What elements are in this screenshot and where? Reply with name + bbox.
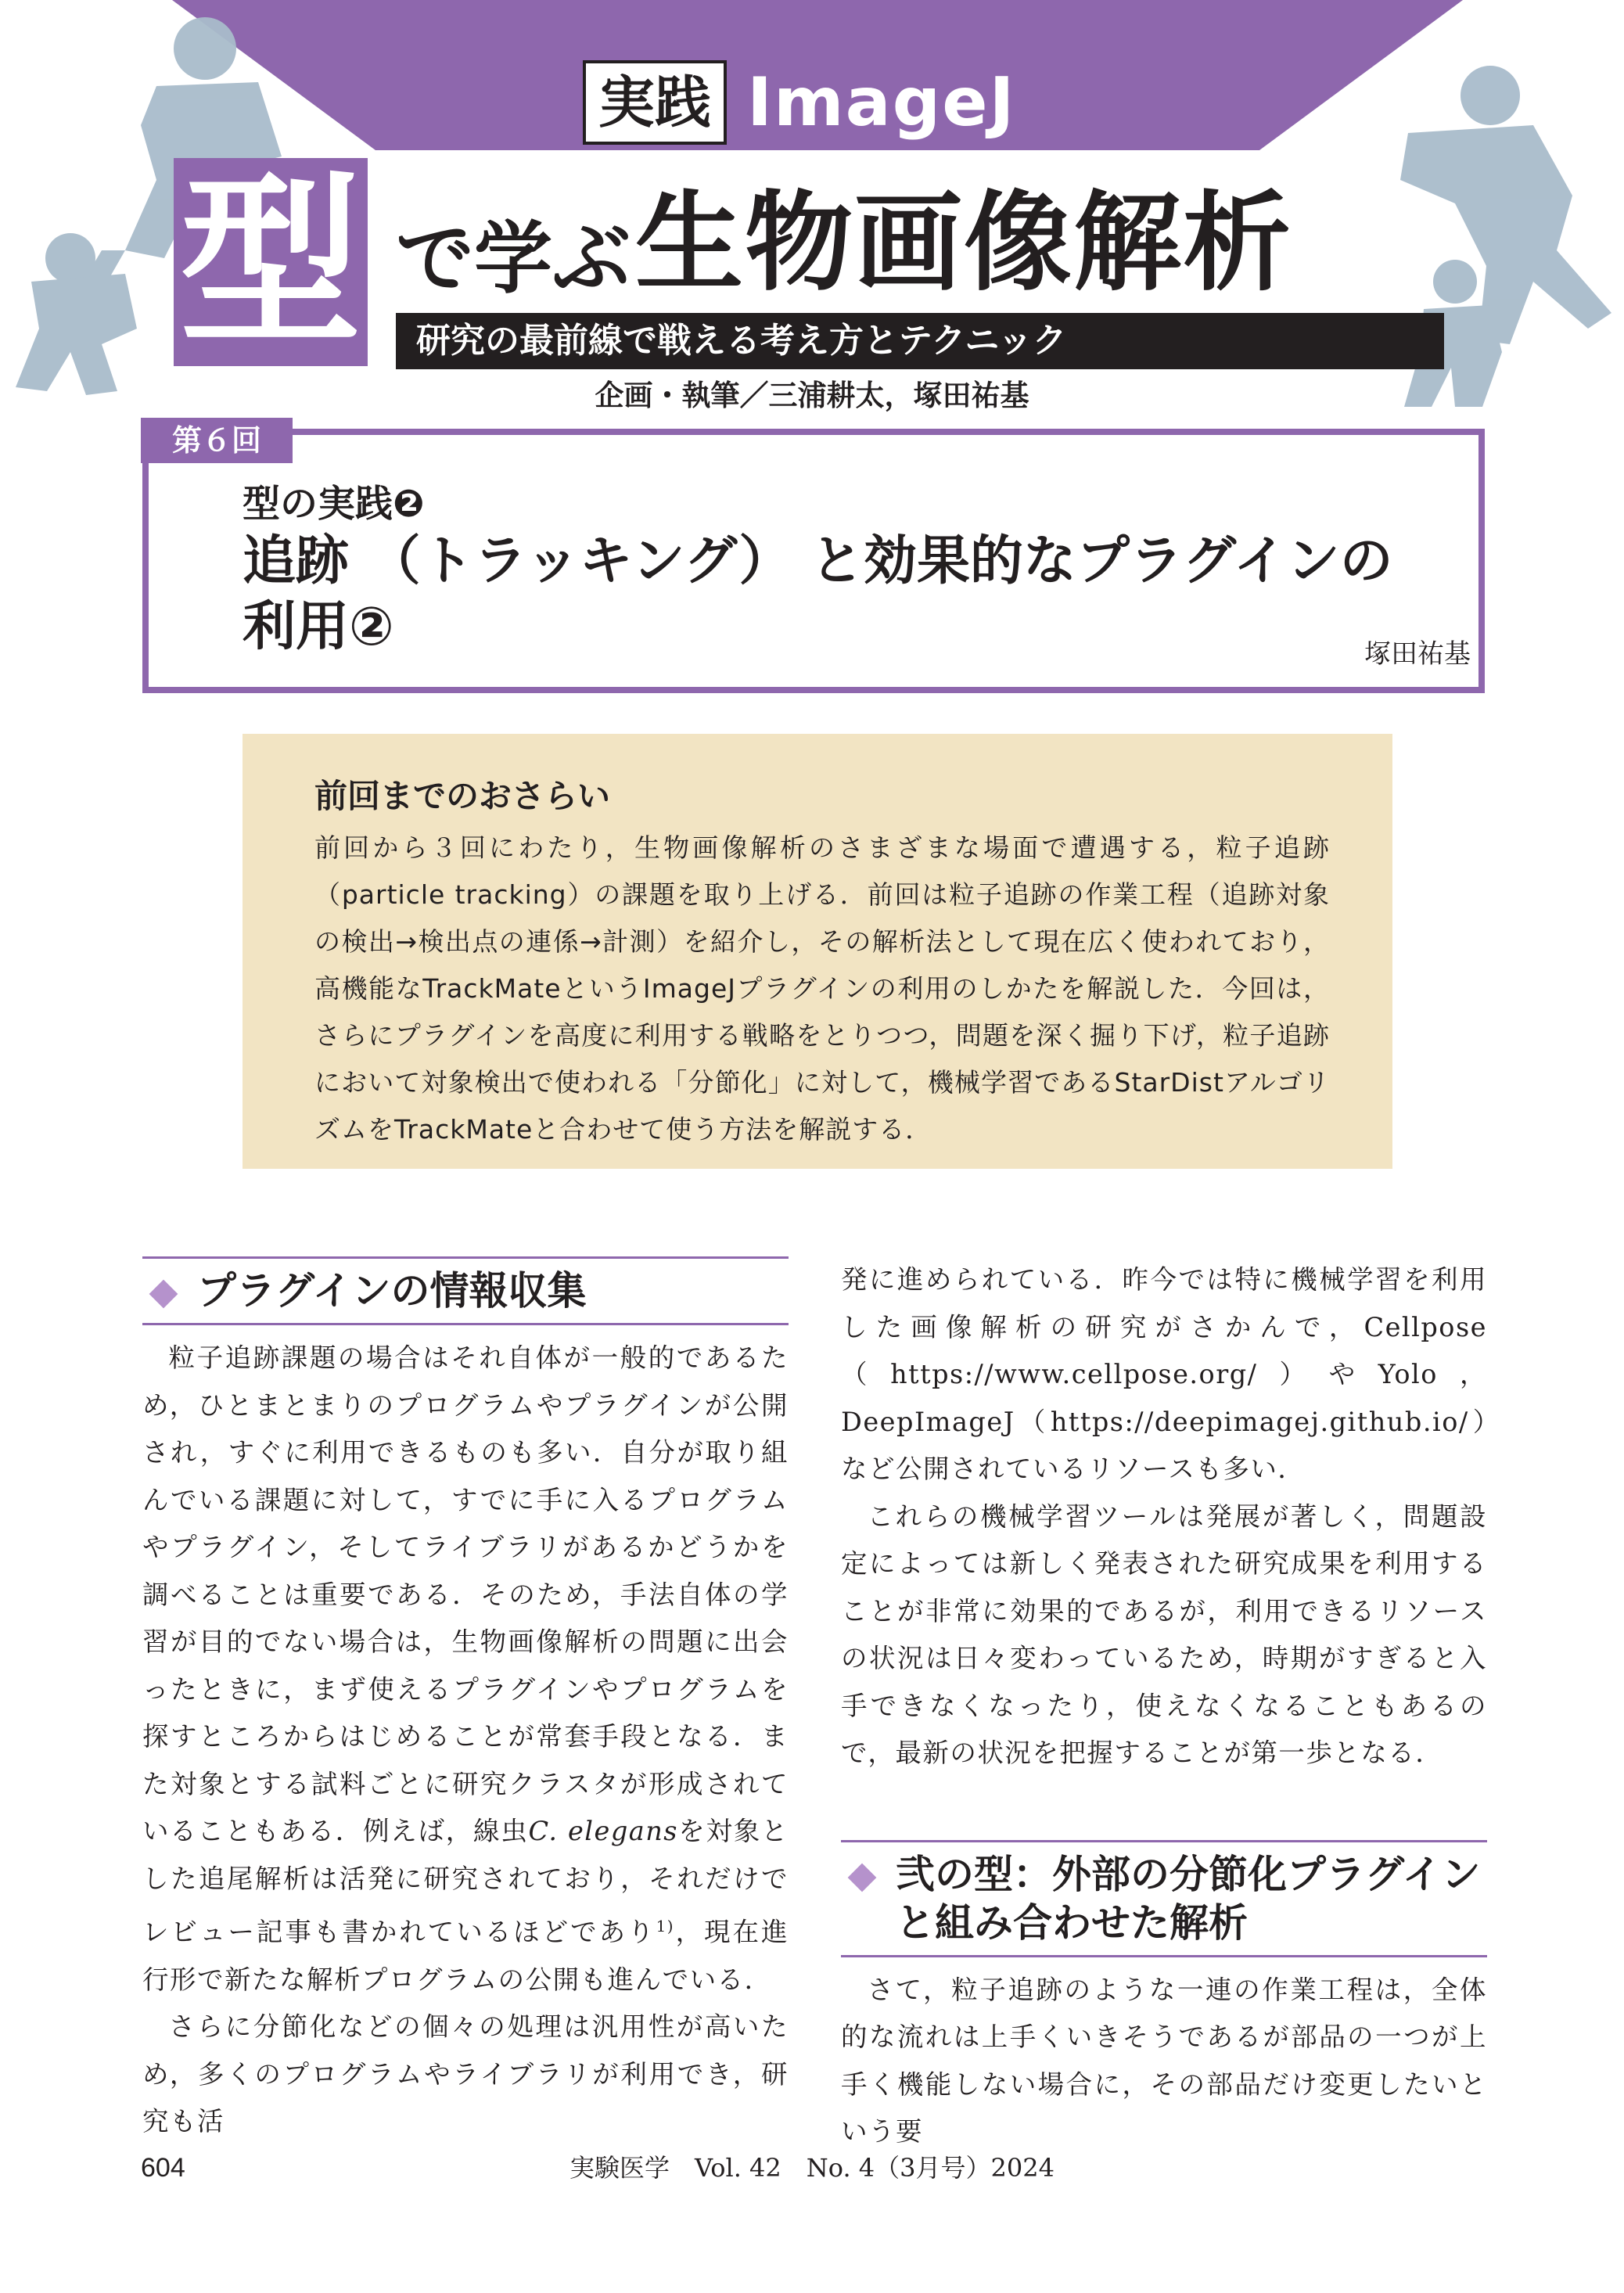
- right-column: [841, 1256, 1487, 2156]
- main-title: [396, 161, 1292, 318]
- diamond-icon: [848, 1863, 877, 1892]
- section-heading-text: プラグインの情報収集: [197, 1268, 587, 1314]
- article-title-line1: 追跡 （トラッキング） と効果的なプラグインの: [243, 530, 1393, 592]
- reference-marker: 1): [656, 1917, 675, 1935]
- article-title: [243, 529, 1463, 660]
- series-box: 実践: [583, 60, 727, 145]
- left-column: [142, 1256, 789, 2146]
- footer-journal: 実験医学 Vol. 42 No. 4（3月号）2024: [569, 2153, 1055, 2183]
- main-title-small: で学ぶ: [396, 213, 631, 304]
- paragraph-text: 粒子追跡課題の場合はそれ自体が一般的であるため，ひとまとまりのプログラムやプラグインが公開され，すぐに利用できるものも多い．自分が取り組んでいる課題に対して，すでに手に入るプログラムやプラグイン，そしてライブラリがあるかどうかを調べることは重要である．そのため，手法自体の学習が目的でない場合は，生物画像解析の問題に出会ったときに，まず使えるプラグインやプログラムを探すところからはじめることが常套手段となる．また対象とする試料ごとに研究クラスタが形成されていることもある．例えば，線虫: [142, 1342, 789, 1846]
- paragraph: [142, 1335, 789, 2004]
- diamond-icon: [149, 1280, 178, 1309]
- species-name: C. elegans: [528, 1816, 679, 1846]
- paragraph: さて，粒子追跡のような一連の作業工程は，全体的な流れは上手くいきそうであるが部品の一つが上手く機能しない場合に，その部品だけ変更したいという要: [841, 1974, 1487, 2147]
- recap-title: 前回までのおさらい: [314, 777, 611, 815]
- recap-box: [243, 734, 1392, 1169]
- section-heading-plugin-info: [142, 1256, 789, 1325]
- paragraph: 発に進められている．昨今では特に機械学習を利用した画像解析の研究がさかんで，Cellpose（https://www.cellpose.org/）やYolo，DeepImageJ（https://deepimagej.github.io/）など公開されているリソースも多い．: [841, 1264, 1488, 1484]
- section-heading-line1: 弐の型：外部の分節化プラグイン: [896, 1851, 1481, 1897]
- page-number: 604: [141, 2153, 185, 2183]
- series-name: ImageJ: [747, 63, 1016, 142]
- article-title-line2: 利用②: [243, 596, 394, 658]
- paragraph: これらの機械学習ツールは発展が著しく，問題設定によっては新しく発表された研究成果を利用することが非常に効果的であるが，利用できるリソースの状況は日々変わっているため，時期がすぎると入手できなくなったり，使えなくなることもあるので，最新の状況を把握することが第一歩となる．: [841, 1501, 1487, 1768]
- series-title: [583, 61, 1016, 144]
- kata-subtitle: 型の実践❷: [243, 482, 425, 526]
- section-heading-second-kata: [841, 1840, 1487, 1957]
- main-title-big: 生物画像解析: [635, 180, 1293, 306]
- article-author: 塚田祐基: [1364, 638, 1471, 670]
- paragraph-text: ，現在進行形で新たな解析プログラムの公開も進んでいる．: [142, 1917, 789, 1995]
- episode-tab: 第６回: [141, 418, 293, 463]
- paragraph-text: を対象とした追尾解析は活発に研究されており，それだけでレビュー記事も書かれているほどであり: [142, 1816, 789, 1948]
- planning-credit: 企画・執筆／三浦耕太，塚田祐基: [595, 378, 1029, 412]
- subtitle-bar: 研究の最前線で戦える考え方とテクニック: [396, 313, 1444, 369]
- kata-box: 型: [174, 158, 368, 366]
- paragraph: さらに分節化などの個々の処理は汎用性が高いため，多くのプログラムやライブラリが利用でき，研究も活: [142, 2011, 789, 2137]
- recap-body: 前回から３回にわたり，生物画像解析のさまざまな場面で遭遇する，粒子追跡（particle tracking）の課題を取り上げる．前回は粒子追跡の作業工程（追跡対象の検出→検出点の連係→計測）を紹介し，その解析法として現在広く使われており，高機能なTrackMateというImageJプラグインの利用のしかたを解説した．今回は，さらにプラグインを高度に利用する戦略をとりつつ，問題を深く掘り下げ，粒子追跡において対象検出で使われる「分節化」に対して，機械学習であるStarDistアルゴリズムをTrackMateと合わせて使う方法を解説する．: [314, 832, 1331, 1145]
- section-heading-line2: と組み合わせた解析: [896, 1899, 1248, 1946]
